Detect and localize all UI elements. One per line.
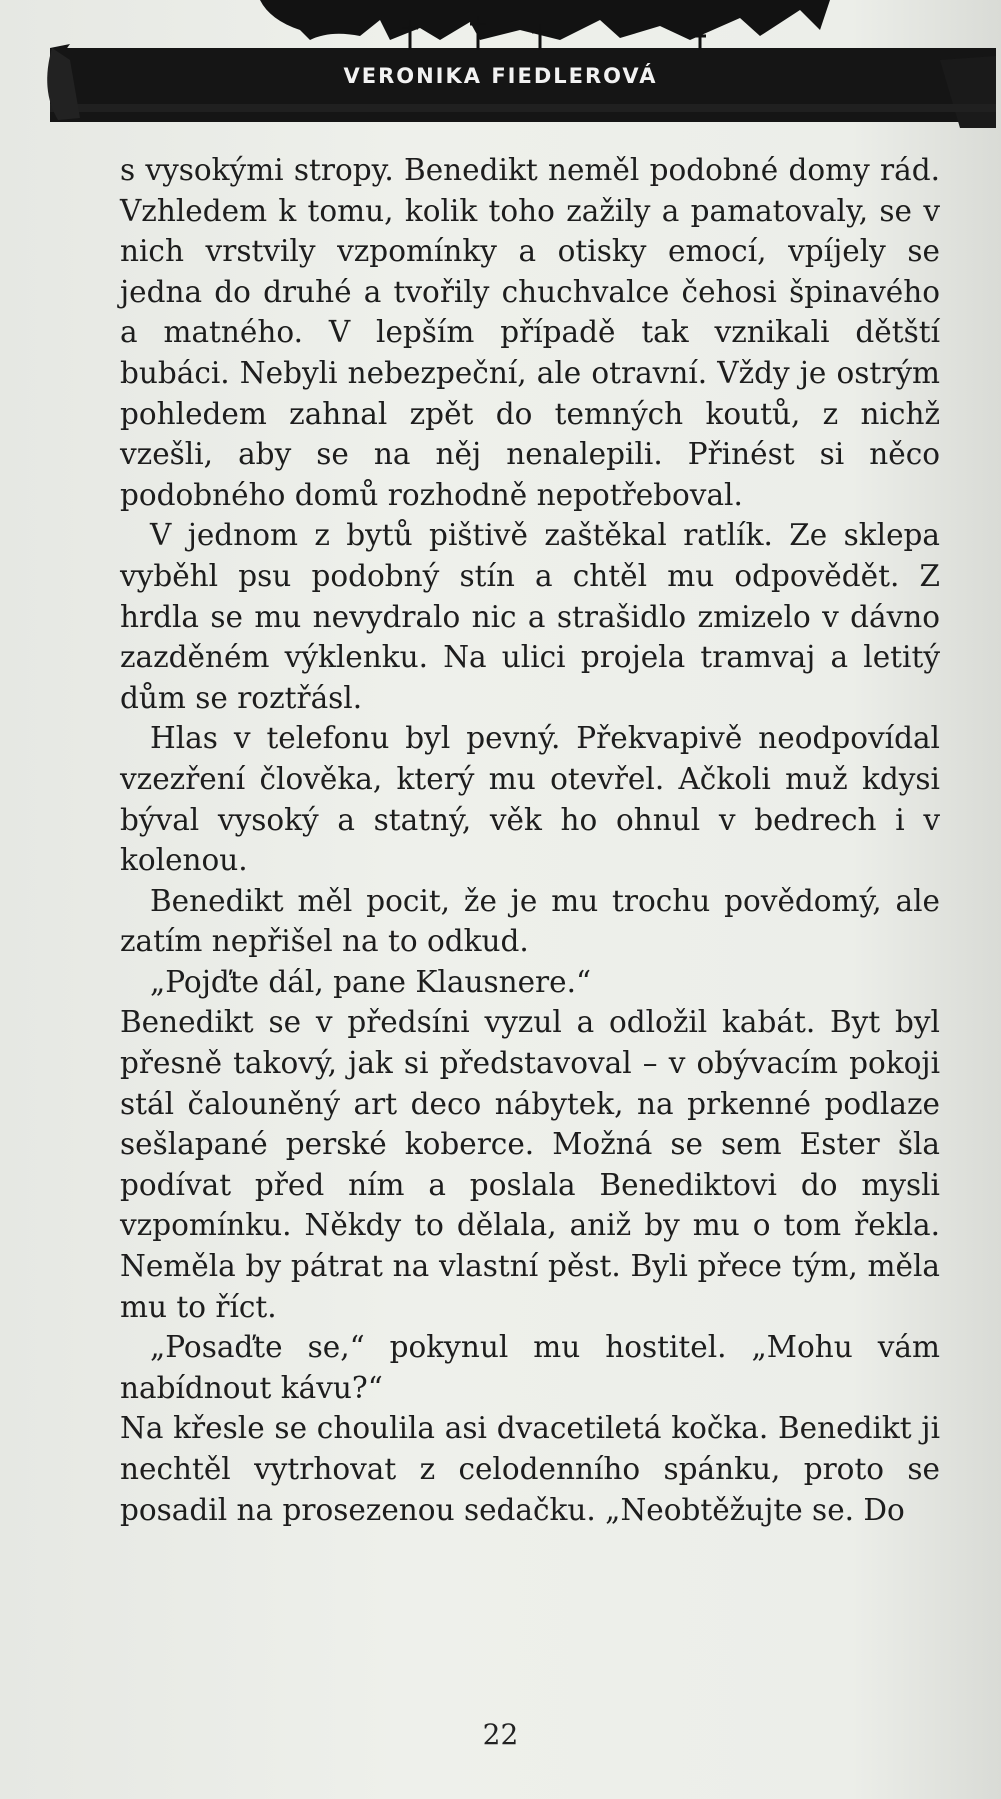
paragraph: Hlas v telefonu byl pevný. Překvapivě neodpovídal vzezření člověka, který mu otevřel. Ačkoli muž kdysi býval vysoký a statný, věk ho ohnul v bedrech i v kolenou. xyxy=(120,721,940,878)
running-head: VERONIKA FIEDLEROVÁ xyxy=(343,64,658,88)
paragraph: s vysokými stropy. Benedikt neměl podobné domy rád. Vzhledem k tomu, kolik toho zažily a pamatovaly, se v nich vrstvily vzpomínky a otisky emocí, vpíjely se jedna do druhé a tvořily chuchvalce čehosi špinavého a matného. V lepším případě tak vznikali dětští bubáci. Nebyli nebezpeční, ale otravní. Vždy je ostrým pohledem zahnal zpět do temných koutů, z nichž vzešli, aby se na něj nenalepili. Přinést si něco podobného domů rozhodně nepotřeboval. xyxy=(120,153,940,512)
paragraph: Na křesle se choulila asi dvacetiletá kočka. Benedikt ji nechtěl vytrhovat z celodenního spánku, proto se posadil na prosezenou sedačku. „Neobtěžujte se. Do xyxy=(120,1411,940,1527)
paragraph: Benedikt se v předsíni vyzul a odložil kabát. Byt byl přesně takový, jak si představoval – v obývacím pokoji stál čalouněný art deco nábytek, na prkenné podlaze sešlapané perské koberce. Možná se sem Ester šla podívat před ním a poslala Benediktovi do mysli vzpomínku. Někdy to dělala, aniž by mu o tom řekla. Neměla by pátrat na vlastní pěst. Byli přece tým, měla mu to říct. xyxy=(120,1005,940,1324)
dialogue-line: „Posaďte se,“ pokynul mu hostitel. „Mohu vám nabídnout kávu?“ xyxy=(120,1330,940,1405)
body-text xyxy=(120,150,940,1530)
paragraph: Benedikt měl pocit, že je mu trochu povědomý, ale zatím nepřišel na to odkud. xyxy=(120,883,940,959)
dialogue-line: „Pojďte dál, pane Klausnere.“ xyxy=(150,964,592,999)
paragraph: V jednom z bytů pištivě zaštěkal ratlík. Ze sklepa vyběhl psu podobný stín a chtěl mu odpovědět. Z hrdla se mu nevydralo nic a strašidlo zmizelo v dávno zazděném výklenku. Na ulici projela tramvaj a letitý dům se roztřásl. xyxy=(120,518,940,715)
page-number: 22 xyxy=(482,1718,519,1751)
header-illustration xyxy=(0,0,1001,128)
